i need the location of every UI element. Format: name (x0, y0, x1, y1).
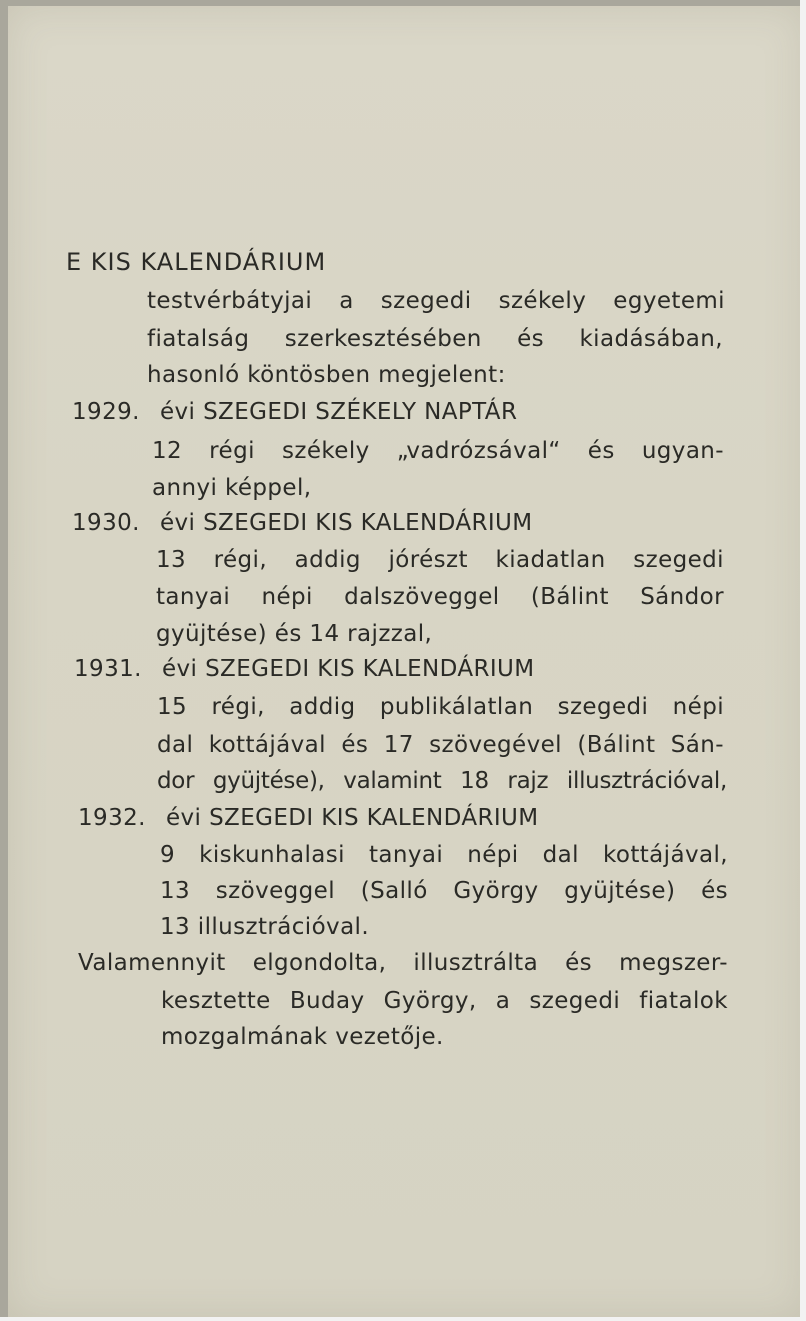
entry-1930-header (72, 509, 533, 537)
entry-1932-line-2: 13 szöveggel (Salló György gyüjtése) és (160, 878, 728, 904)
intro-line-3: hasonló köntösben megjelent: (147, 362, 506, 388)
entry-1930-line-2: tanyai népi dalszöveggel (Bálint Sándor (156, 584, 724, 610)
entry-1930-line-1: 13 régi, addig jórészt kiadatlan szegedi (156, 547, 724, 573)
closing-line-3: mozgalmának vezetője. (161, 1024, 444, 1050)
entry-year: 1929. (72, 399, 140, 425)
entry-year: 1932. (78, 805, 146, 831)
entry-1931-line-3: dor gyüjtése), valamint 18 rajz illusztrációval, (157, 768, 727, 794)
closing-line-2: kesztette Buday György, a szegedi fiatalok (161, 988, 728, 1014)
scan-edge-bottom (0, 1317, 806, 1321)
entry-title: évi SZEGEDI SZÉKELY NAPTÁR (160, 399, 518, 425)
entry-title: évi SZEGEDI KIS KALENDÁRIUM (166, 805, 539, 831)
closing-line-1: Valamennyit elgondolta, illusztrálta és megszer- (78, 950, 728, 976)
entry-1931-line-2: dal kottájával és 17 szövegével (Bálint Sán- (157, 732, 724, 758)
entry-year: 1931. (74, 656, 142, 682)
entry-year: 1930. (72, 510, 140, 536)
entry-1930-line-3: gyüjtése) és 14 rajzzal, (156, 621, 433, 647)
entry-1929-line-1: 12 régi székely „vadrózsával“ és ugyan- (152, 438, 724, 464)
intro-line-2: fiatalság szerkesztésében és kiadásában, (147, 326, 723, 352)
entry-1929-line-2: annyi képpel, (152, 475, 312, 501)
entry-title: évi SZEGEDI KIS KALENDÁRIUM (160, 510, 533, 536)
intro-line-1: testvérbátyjai a szegedi székely egyetemi (147, 288, 725, 314)
entry-1931-header (74, 655, 535, 683)
entry-1929-header (72, 398, 517, 426)
entry-1932-header (78, 804, 539, 832)
scan-edge-right (800, 0, 806, 1321)
entry-title: évi SZEGEDI KIS KALENDÁRIUM (162, 656, 535, 682)
entry-1932-line-3: 13 illusztrációval. (160, 914, 370, 940)
entry-1931-line-1: 15 régi, addig publikálatlan szegedi népi (157, 694, 724, 720)
entry-1932-line-1: 9 kiskunhalasi tanyai népi dal kottájával, (160, 842, 728, 868)
page-heading: E KIS KALENDÁRIUM (66, 248, 327, 276)
